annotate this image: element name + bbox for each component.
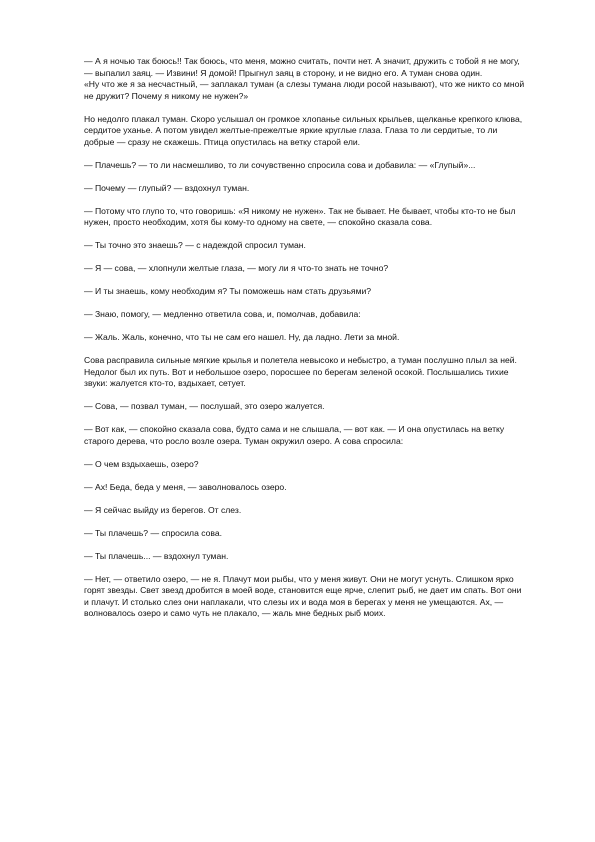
paragraph-17: — Я сейчас выйду из берегов. От слез. — [84, 504, 242, 515]
paragraph-5: — Почему — глупый? — вздохнул туман. — [84, 182, 250, 193]
paragraph-18: — Ты плачешь? — спросила сова. — [84, 527, 223, 538]
paragraph-3: Но недолго плакал туман. Скоро услышал он громкое хлопанье сильных крыльев, щелканье крепкого клюва, сердитое уханье. А потом увидел желтые-прежелтые яркие круглые глаза. Глаза то ли сердитые, то ли добрые — сразу не скажешь. Птица опустилась на ветку старой ели. — [84, 113, 523, 147]
paragraph-19: — Ты плачешь... — вздохнул туман. — [84, 550, 229, 561]
paragraph-6: — Потому что глупо то, что говоришь: «Я никому не нужен». Так не бывает. Не бывает, чтобы кто-то не был нужен, просто необходим, хотя бы кому-то одному на свете, — спокойно сказала сова. — [84, 205, 516, 227]
paragraph-14: — Вот как, — спокойно сказала сова, будто сама и не слышала, — вот как. — И она опустилась на ветку старого дерева, что росло возле озера. Туман окружил озеро. А сова спросила: — [84, 424, 505, 446]
paragraph-20: — Нет, — ответило озеро, — не я. Плачут мои рыбы, что у меня живут. Они не могут уснуть. Слишком ярко горят звезды. Свет звезд дробится в моей воде, становится еще ярче, слепит рыб, не дает им спать. Вот они и плачут. И столько слез они наплакали, что слезы их и вода моя в берегах у меня не умещаются. Ах, — волновалось озеро и само чуть не плакало, — жаль мне бедных рыб моих. — [84, 573, 522, 618]
paragraph-8: — Я — сова, — хлопнули желтые глаза, — могу ли я что-то знать не точно? — [84, 263, 389, 273]
paragraph-15: — О чем вздыхаешь, озеро? — [84, 458, 199, 469]
paragraph-9: — И ты знаешь, кому необходим я? Ты поможешь нам стать друзьями? — [84, 286, 372, 296]
paragraph-1: — А я ночью так боюсь!! Так боюсь, что меня, можно считать, почти нет. А значит, дружить с тобой я не могу, — выпалил заяц. — Извини! Я домой! Прыгнул заяц в сторону, и не видно его. А туман снова один. — [84, 56, 520, 78]
paragraph-4: — Плачешь? — то ли насмешливо, то ли сочувственно спросила сова и добавила: — «Глупый»... — [84, 159, 476, 170]
paragraph-2: «Ну что же я за несчастный, — заплакал туман (а слезы тумана люди росой называют), что же никто со мной не дружит? Почему я никому не нужен?» — [84, 79, 525, 101]
paragraph-10: — Знаю, помогу, — медленно ответила сова, и, помолчав, добавила: — [84, 309, 361, 319]
paragraph-13: — Сова, — позвал туман, — послушай, это озеро жалуется. — [84, 401, 325, 411]
paragraph-11: — Жаль. Жаль, конечно, что ты не сам его нашел. Ну, да ладно. Лети за мной. — [84, 332, 400, 342]
paragraph-16: — Ах! Беда, беда у меня, — заволновалось озеро. — [84, 481, 287, 492]
paragraph-7: — Ты точно это знаешь? — с надеждой спросил туман. — [84, 240, 306, 250]
paragraph-12: Сова расправила сильные мягкие крылья и полетела невысоко и небыстро, а туман послушно плыл за ней. Недолог был их путь. Вот и небольшое озеро, поросшее по берегам зеленой осокой. Послышались тихие звуки: жалуется кто-то, вздыхает, сетует. — [84, 355, 517, 388]
